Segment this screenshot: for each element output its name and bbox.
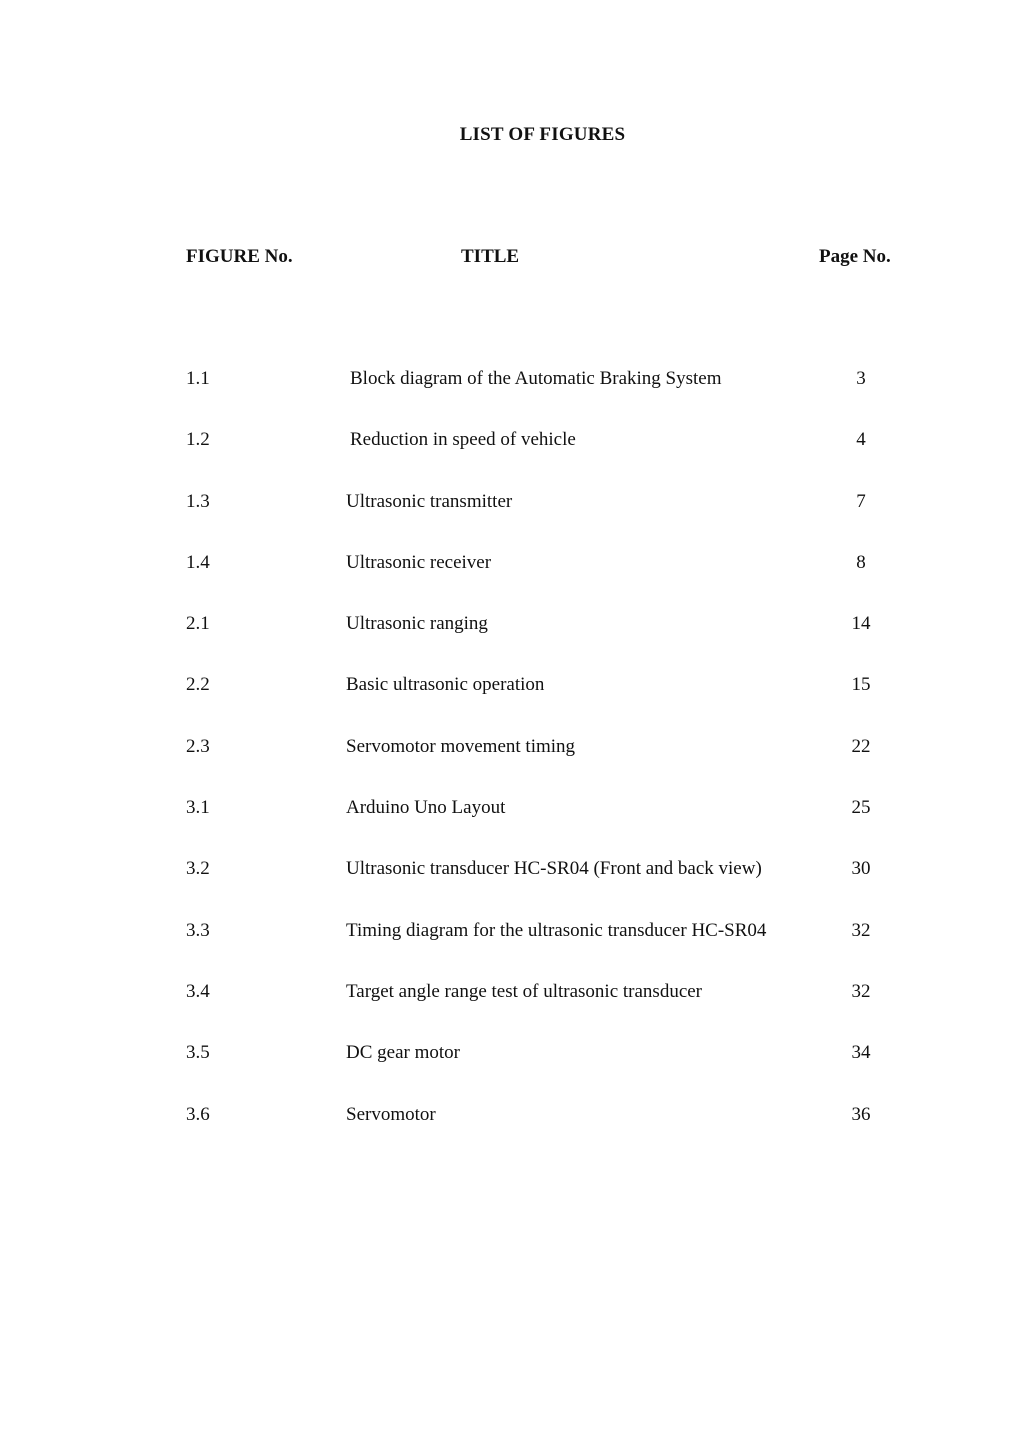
figure-number: 1.3 bbox=[186, 490, 210, 512]
figure-row bbox=[0, 491, 1024, 552]
figure-title: Ultrasonic ranging bbox=[346, 613, 488, 635]
figure-page: 4 bbox=[856, 429, 866, 451]
page-title: LIST OF FIGURES bbox=[459, 124, 626, 145]
figure-title: Block diagram of the Automatic Braking System bbox=[350, 368, 722, 389]
figure-row bbox=[0, 674, 1024, 735]
figure-number: 1.1 bbox=[186, 368, 210, 389]
figure-page: 34 bbox=[851, 1042, 871, 1064]
figure-row bbox=[0, 736, 1024, 797]
figure-number: 3.5 bbox=[186, 1042, 210, 1064]
figure-row bbox=[0, 368, 1024, 429]
figure-number: 3.3 bbox=[186, 919, 210, 941]
figure-number: 2.3 bbox=[186, 735, 210, 757]
figure-page: 7 bbox=[856, 490, 866, 512]
figure-page: 32 bbox=[851, 919, 871, 941]
figure-number: 1.2 bbox=[186, 429, 210, 451]
figure-number: 3.6 bbox=[186, 1103, 210, 1125]
figure-number: 2.2 bbox=[186, 674, 210, 696]
figure-row bbox=[0, 1104, 1024, 1165]
column-header-page-no: Page No. bbox=[819, 246, 891, 267]
figure-number: 1.4 bbox=[186, 551, 210, 573]
figure-title: Servomotor bbox=[346, 1103, 436, 1125]
figure-page: 30 bbox=[851, 858, 871, 880]
figure-number: 3.1 bbox=[186, 797, 210, 819]
figure-title: Arduino Uno Layout bbox=[346, 797, 506, 819]
figure-page: 15 bbox=[851, 674, 871, 696]
figure-page: 8 bbox=[856, 551, 866, 573]
figure-title: Ultrasonic receiver bbox=[346, 551, 492, 573]
figure-page: 14 bbox=[851, 613, 871, 635]
figure-row bbox=[0, 429, 1024, 490]
figure-title: Target angle range test of ultrasonic transducer bbox=[346, 980, 703, 1002]
figure-title: Timing diagram for the ultrasonic transducer HC-SR04 bbox=[346, 919, 767, 941]
figure-number: 3.4 bbox=[186, 980, 210, 1002]
figure-row bbox=[0, 920, 1024, 981]
figure-number: 2.1 bbox=[186, 613, 210, 635]
figure-title: Ultrasonic transducer HC-SR04 (Front and back view) bbox=[346, 858, 762, 880]
figure-page: 36 bbox=[851, 1103, 871, 1125]
figure-row bbox=[0, 552, 1024, 613]
figure-title: Reduction in speed of vehicle bbox=[350, 429, 576, 451]
figure-page: 32 bbox=[851, 980, 871, 1002]
figure-row bbox=[0, 981, 1024, 1042]
figure-title: DC gear motor bbox=[346, 1042, 460, 1064]
figure-title: Basic ultrasonic operation bbox=[346, 674, 545, 696]
figure-number: 3.2 bbox=[186, 858, 210, 880]
figure-row bbox=[0, 1042, 1024, 1103]
figure-page: 3 bbox=[856, 368, 866, 389]
column-header-title: TITLE bbox=[461, 246, 520, 267]
figure-row bbox=[0, 797, 1024, 858]
figure-title: Ultrasonic transmitter bbox=[346, 490, 513, 512]
column-header-figure-no: FIGURE No. bbox=[186, 246, 293, 267]
figure-title: Servomotor movement timing bbox=[346, 735, 576, 757]
figures-list bbox=[0, 368, 1024, 1165]
figure-row bbox=[0, 613, 1024, 674]
figure-page: 25 bbox=[851, 797, 871, 819]
figure-page: 22 bbox=[851, 735, 871, 757]
figure-row bbox=[0, 858, 1024, 919]
